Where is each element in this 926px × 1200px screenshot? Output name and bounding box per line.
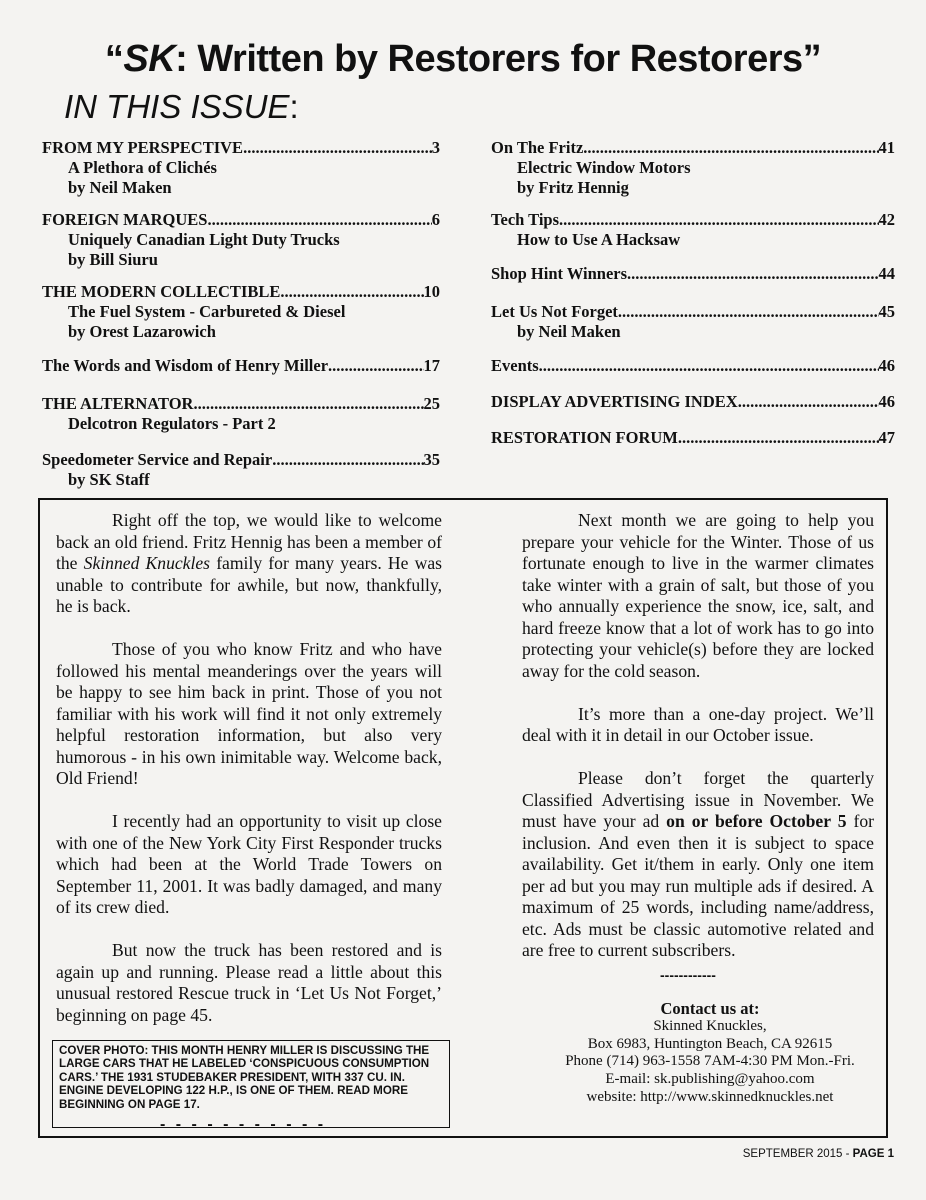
toc-page: 46 xyxy=(878,392,895,411)
toc-page: 25 xyxy=(423,394,440,413)
toc-entry[interactable] xyxy=(491,302,895,342)
editorial-paragraph: But now the truck has been restored and is again up and running. Please read a little about this unusual restored Rescue truck in ‘Let Us Not Forget,’ beginning on page 45. xyxy=(56,940,442,1025)
toc-page: 46 xyxy=(878,356,895,375)
toc-page: 35 xyxy=(423,450,440,469)
editorial-paragraph: It’s more than a one-day project. We’ll deal with it in detail in our October issue. xyxy=(522,703,874,745)
toc-title: Tech Tips xyxy=(491,210,560,229)
toc-leader xyxy=(618,302,879,322)
toc-title: Shop Hint Winners xyxy=(491,264,628,283)
page-footer xyxy=(743,1148,894,1160)
editorial-text: family for many years. He was unable to contribute for awhile, but now, thankfully, he is back. xyxy=(56,553,442,616)
in-this-issue-colon: : xyxy=(289,88,299,125)
toc-title: FROM MY PERSPECTIVE xyxy=(42,138,244,157)
toc-page: 3 xyxy=(431,138,440,157)
footer-date: SEPTEMBER 2015 - xyxy=(742,1148,853,1160)
toc-entry[interactable] xyxy=(491,138,895,198)
toc-page: 44 xyxy=(878,264,895,283)
magazine-name: Skinned Knuckles xyxy=(83,553,211,573)
toc-title: The Words and Wisdom of Henry Miller xyxy=(42,356,329,375)
editorial-paragraph: I recently had an opportunity to visit up close with one of the New York City First Responder trucks which had been at the World Trade Towers on September 11, 2001. It was badly damaged, and many of its crew died. xyxy=(56,811,442,917)
toc-entry[interactable] xyxy=(491,428,895,448)
toc-entry[interactable] xyxy=(42,450,440,490)
toc-title: Let Us Not Forget xyxy=(491,302,618,321)
editorial-paragraph: Next month we are going to help you prepare your vehicle for the Winter. Those of us fortunate enough to live in the warmer climates take winter with a grain of salt, but those of you who annually experience the snow, ice, salt, and hard freeze know that a lot of work has to go into protecting your vehicle(s) before they are locked away for the cold season. xyxy=(522,510,874,681)
toc-leader xyxy=(583,138,878,158)
editorial-text: Please don’t forget the quarterly Classified Advertising issue in November. We must have your ad xyxy=(522,768,874,831)
toc-subtitle: Uniquely Canadian Light Duty Trucks xyxy=(68,230,340,249)
toc-leader xyxy=(243,138,432,158)
toc-entry[interactable] xyxy=(491,264,895,284)
toc-page: 42 xyxy=(878,210,895,229)
toc-author: by Fritz Hennig xyxy=(517,178,629,197)
in-this-issue-heading xyxy=(64,88,299,126)
footer-page-number: PAGE 1 xyxy=(852,1148,894,1160)
toc-entry[interactable] xyxy=(42,210,440,270)
contact-heading: Contact us at: xyxy=(660,999,760,1018)
toc-page: 41 xyxy=(878,138,895,157)
toc-leader xyxy=(738,392,879,412)
toc-leader xyxy=(559,210,878,230)
toc-title: THE ALTERNATOR xyxy=(42,394,194,413)
toc-author: by Orest Lazarowich xyxy=(68,322,216,341)
toc-page: 6 xyxy=(431,210,440,229)
toc-author: by Neil Maken xyxy=(517,322,621,341)
title-emphasis: SK xyxy=(123,38,176,80)
toc-title: RESTORATION FORUM xyxy=(491,428,678,447)
title-rest: : Written by Restorers for Restorers” xyxy=(175,38,822,80)
contact-email[interactable]: E-mail: sk.publishing@yahoo.com xyxy=(605,1071,815,1088)
toc-entry[interactable] xyxy=(491,356,895,376)
toc-subtitle: Delcotron Regulators - Part 2 xyxy=(68,414,276,433)
toc-entry[interactable] xyxy=(42,282,440,342)
deadline-text: on or before October 5 xyxy=(666,811,847,831)
separator-dashes: - - - - - - - - - - - xyxy=(160,1116,327,1133)
editorial-paragraph xyxy=(56,510,442,618)
contact-website[interactable]: website: http://www.skinnedknuckles.net xyxy=(586,1088,834,1105)
toc-entry[interactable] xyxy=(491,392,895,412)
toc-leader xyxy=(193,394,423,414)
toc-leader xyxy=(272,450,423,470)
toc-entry[interactable] xyxy=(491,210,895,250)
separator-dashes-right: ------------ xyxy=(660,967,716,983)
toc-entry[interactable] xyxy=(42,394,440,434)
toc-title: Events xyxy=(491,356,539,375)
toc-page: 10 xyxy=(423,282,440,301)
toc-title: THE MODERN COLLECTIBLE xyxy=(42,282,281,301)
toc-leader xyxy=(207,210,431,230)
page-title xyxy=(0,38,926,81)
editorial-text: Right off the top, we would like to welcome back an old friend. Fritz Hennig has been a member of the xyxy=(56,510,442,573)
toc-leader xyxy=(539,356,879,376)
toc-title: Speedometer Service and Repair xyxy=(42,450,273,469)
toc-title: DISPLAY ADVERTISING INDEX xyxy=(491,392,738,411)
title-open-quote: “ xyxy=(104,38,124,80)
toc-subtitle: The Fuel System - Carbureted & Diesel xyxy=(68,302,346,321)
editorial-left-column xyxy=(56,510,442,1048)
editorial-paragraph xyxy=(522,768,874,962)
in-this-issue-text: IN THIS ISSUE xyxy=(64,88,290,125)
toc-author: by Neil Maken xyxy=(68,178,172,197)
toc-page: 17 xyxy=(423,356,440,375)
toc-leader xyxy=(678,428,879,448)
contact-phone: Phone (714) 963-1558 7AM-4:30 PM Mon.-Fri. xyxy=(565,1053,855,1070)
editorial-paragraph: Those of you who know Fritz and who have followed his mental meanderings over the years will be happy to see him back in print. Those of you not familiar with his work will find it not only extremely helpful restoration information, but also very humorous - in his own inimitable way. Welcome back, Old Friend! xyxy=(56,639,442,788)
toc-author: by Bill Siuru xyxy=(68,250,158,269)
toc-subtitle: A Plethora of Clichés xyxy=(68,158,217,177)
toc-page: 47 xyxy=(878,428,895,447)
contact-block xyxy=(560,1000,860,1107)
editorial-box xyxy=(38,498,888,1138)
toc-leader xyxy=(627,264,878,284)
editorial-right-column xyxy=(522,510,874,983)
toc-leader xyxy=(328,356,423,376)
toc-leader xyxy=(280,282,423,302)
toc-entry[interactable] xyxy=(42,356,440,376)
toc-subtitle: How to Use A Hacksaw xyxy=(517,230,681,249)
toc-subtitle: Electric Window Motors xyxy=(517,158,691,177)
toc-page: 45 xyxy=(878,302,895,321)
toc-title: On The Fritz xyxy=(491,138,584,157)
cover-photo-caption: COVER PHOTO: THIS MONTH HENRY MILLER IS DISCUSSING THE LARGE CARS THAT HE LABELED ‘CONSPICUOUS CONSUMPTION CARS.’ THE 1931 STUDEBAKER PRESIDENT, WITH 337 CU. IN. ENGINE DEVELOPING 122 H.P., IS ONE OF THEM. READ MORE BEGINNING ON PAGE 17. xyxy=(52,1040,450,1128)
toc-author: by SK Staff xyxy=(68,470,150,489)
contact-name: Skinned Knuckles, xyxy=(653,1017,767,1034)
toc-entry[interactable] xyxy=(42,138,440,198)
editorial-text: for inclusion. And even then it is subject to space availability. Get it/them in early. Only one item per ad but you may run multiple ads if desired. A maximum of 25 words, including name/address, etc. Ads must be classic automotive related and are free to current subscribers. xyxy=(522,811,874,960)
toc-title: FOREIGN MARQUES xyxy=(42,210,208,229)
contact-address: Box 6983, Huntington Beach, CA 92615 xyxy=(587,1035,833,1052)
